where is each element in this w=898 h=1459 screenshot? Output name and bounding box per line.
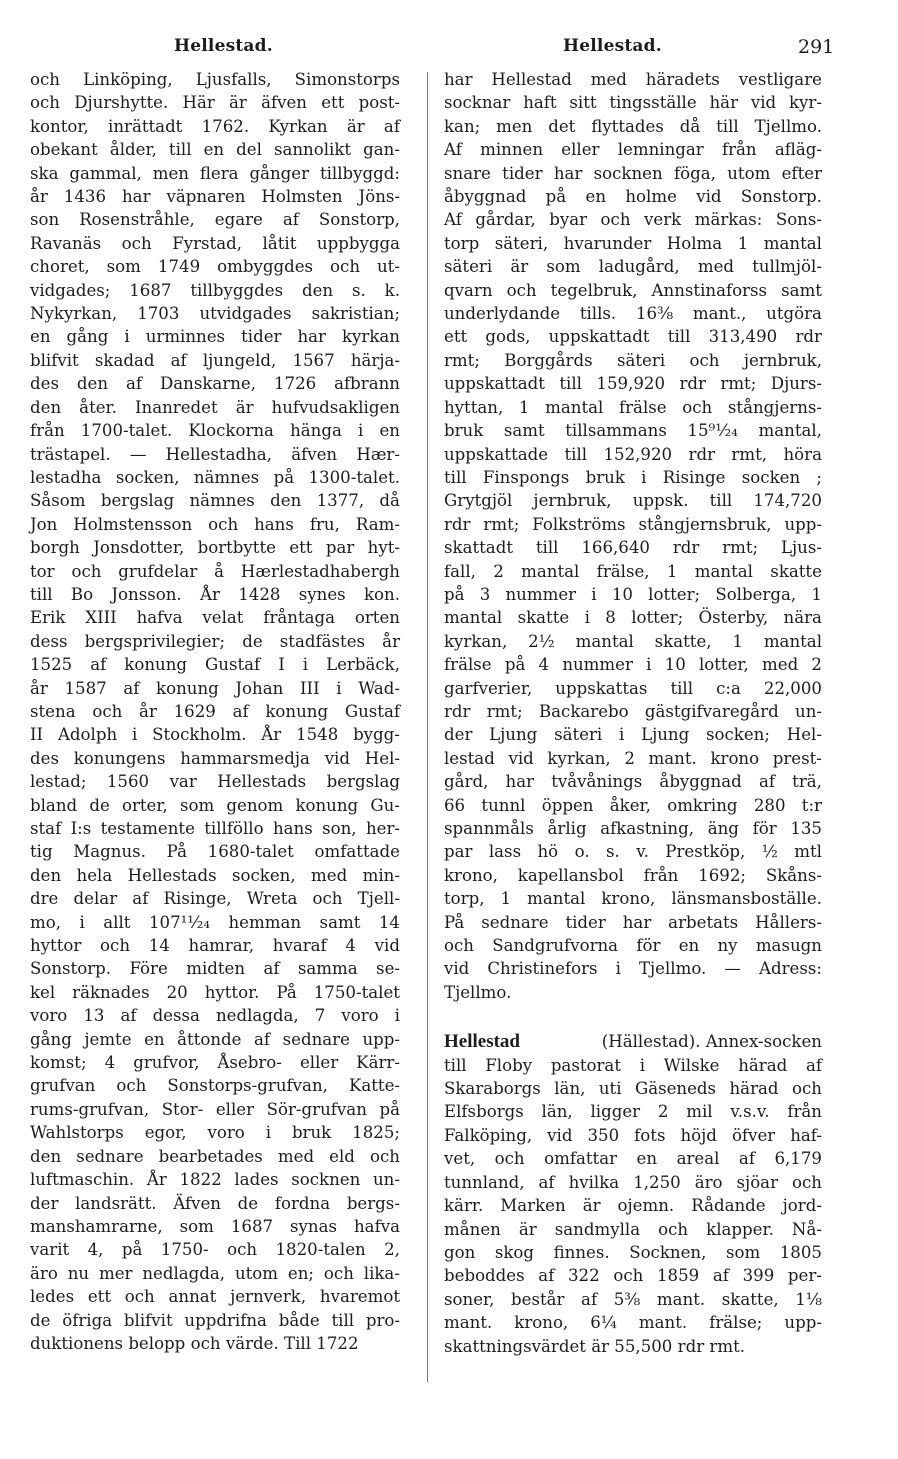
- text-line: varit 4, på 1750- och 1820-talen 2,: [30, 1240, 400, 1260]
- text-line: stena och år 1629 af konung Gustaf: [30, 701, 400, 721]
- text-line: skattningsvärdet är 55,500 rdr rmt.: [444, 1336, 746, 1356]
- text-line: åbyggnad på en holme vid Sonstorp.: [444, 187, 822, 207]
- text-line: blifvit skadad af ljungeld, 1567 härja-: [30, 350, 400, 370]
- text-line: mant. krono, 6¼ mant. frälse; upp-: [444, 1313, 822, 1333]
- text-line: mantal skatte i 8 lotter; Österby, nära: [444, 608, 822, 628]
- text-line: luftmaschin. År 1822 lades socknen un-: [30, 1170, 400, 1190]
- text-line: bruk samt tillsammans 15⁹¹⁄₂₄ mantal,: [444, 421, 822, 441]
- entry-first-line-text: (Hällestad). Annex-socken: [601, 1032, 822, 1052]
- text-line: kärr. Marken är ojemn. Rådande jord-: [444, 1196, 822, 1216]
- text-line: vid Christinefors i Tjellmo. — Adress:: [444, 959, 822, 979]
- text-line: Af minnen eller lemningar från afläg-: [444, 140, 822, 160]
- text-line: Elfsborgs län, ligger 2 mil v.s.v. från: [444, 1102, 822, 1122]
- text-line: par lass hö o. s. v. Prestköp, ½ mtl: [444, 842, 822, 862]
- text-line: voro 13 af dessa nedlagda, 7 voro i: [30, 1006, 400, 1026]
- text-line: tig Magnus. På 1680-talet omfattade: [30, 842, 400, 862]
- text-line: ett gods, uppskattadt till 313,490 rdr: [444, 327, 822, 347]
- text-line: till Floby pastorat i Wilske härad af: [444, 1055, 822, 1075]
- text-line: lestadha socken, nämnes på 1300-talet.: [30, 467, 400, 487]
- entry-hellestad-continued: [444, 68, 822, 1004]
- header-headword-right: Hellestad.: [563, 36, 662, 56]
- text-line: uppskattade till 152,920 rdr rmt, höra: [444, 444, 822, 464]
- header-headword-left: Hellestad.: [174, 36, 273, 56]
- text-line: har Hellestad med häradets vestligare: [444, 70, 822, 89]
- column-divider: [427, 72, 428, 1382]
- text-line: gon skog finnes. Socknen, som 1805: [444, 1242, 822, 1262]
- text-line: och Linköping, Ljusfalls, Simonstorps: [30, 70, 400, 89]
- text-line: rdr rmt; Folkströms stångjernsbruk, upp-: [444, 514, 822, 534]
- text-line: staf I:s testamente tillföllo hans son, her-: [30, 819, 400, 838]
- text-line: obekant ålder, till en del sannolikt gan-: [30, 140, 400, 160]
- text-line: skattadt till 166,640 rdr rmt; Ljus-: [444, 538, 822, 558]
- entry-gap: [444, 1004, 822, 1030]
- text-line: år 1436 har väpnaren Holmsten Jöns-: [30, 187, 400, 207]
- text-line: lestad vid kyrkan, 2 mant. krono prest-: [444, 748, 822, 768]
- text-line: 66 tunnl öppen åker, omkring 280 t:r: [444, 795, 822, 815]
- text-line: Nykyrkan, 1703 utvidgades sakristian;: [30, 304, 400, 324]
- text-line: II Adolph i Stockholm. År 1548 bygg-: [30, 725, 400, 745]
- text-line: snare tider har socknen föga, utom efter: [444, 163, 822, 183]
- text-line: komst; 4 grufvor, Åsebro- eller Kärr-: [30, 1053, 400, 1073]
- text-line: den hela Hellestads socken, med min-: [30, 865, 400, 885]
- text-line: dre delar af Risinge, Wreta och Tjell-: [30, 889, 400, 909]
- text-line: Jon Holmstensson och hans fru, Ram-: [30, 514, 400, 534]
- text-line: socknar haft sitt tingsställe här vid kyr-: [444, 93, 822, 113]
- text-line: en gång i urminnes tider har kyrkan: [30, 327, 400, 347]
- text-line: och Sandgrufvorna för en ny masugn: [444, 936, 822, 956]
- text-line: Ravanäs och Fyrstad, låtit uppbygga: [30, 233, 400, 253]
- entry-headword: Hellestad: [444, 1031, 520, 1053]
- text-line: kyrkan, 2½ mantal skatte, 1 mantal: [444, 631, 822, 651]
- page-number: 291: [798, 36, 835, 58]
- text-line: den sednare bearbetades med eld och: [30, 1146, 400, 1166]
- text-line: Af gårdar, byar och verk märkas: Sons-: [444, 210, 822, 230]
- text-line: des konungens hammarsmedja vid Hel-: [30, 748, 400, 768]
- text-line: de öfriga blifvit uppdrifna både till pro-: [30, 1310, 400, 1330]
- text-line: tunnland, af hvilka 1,250 äro sjöar och: [444, 1172, 822, 1192]
- text-line: till Bo Jonsson. År 1428 synes kon.: [30, 584, 400, 604]
- text-line: torp, 1 mantal krono, länsmansboställe.: [444, 889, 822, 909]
- text-line: gård, har tvåvånings åbyggnad af trä,: [444, 772, 822, 792]
- text-line: Sonstorp. Före midten af samma se-: [30, 959, 400, 979]
- text-line: tor och grufdelar å Hærlestadhabergh: [30, 561, 400, 581]
- text-line: från 1700-talet. Klockorna hänga i en: [30, 421, 400, 441]
- text-line: Skaraborgs län, uti Gäseneds härad och: [444, 1079, 822, 1099]
- text-line: borgh Jonsdotter, bortbytte ett par hyt-: [30, 538, 400, 558]
- text-line: hyttor och 14 hamrar, hvaraf 4 vid: [30, 936, 400, 956]
- text-line: fall, 2 mantal frälse, 1 mantal skatte: [444, 561, 822, 581]
- text-line: Erik XIII hafva velat fråntaga orten: [30, 608, 400, 628]
- text-line: Grytgjöl jernbruk, uppsk. till 174,720: [444, 491, 822, 511]
- text-line: gång jemte en åttonde af sednare upp-: [30, 1029, 400, 1049]
- text-line: På sednare tider har arbetats Hållers-: [444, 912, 822, 932]
- text-line: qvarn och tegelbruk, Annstinaforss samt: [444, 280, 822, 300]
- text-line: Tjellmo.: [444, 982, 512, 1002]
- text-line: bland de orter, som genom konung Gu-: [30, 795, 400, 815]
- text-line: år 1587 af konung Johan III i Wad-: [30, 678, 400, 698]
- text-line: der Ljung säteri i Ljung socken; Hel-: [444, 725, 822, 745]
- entry-first-line: [444, 1030, 822, 1053]
- text-line: Såsom bergslag nämnes den 1377, då: [30, 491, 400, 511]
- text-line: mo, i allt 107¹¹⁄₂₄ hemman samt 14: [30, 912, 400, 932]
- entry-hellestad-vastergotland: [444, 1030, 822, 1358]
- text-line: ledes ett och annat jernverk, hvaremot: [30, 1287, 400, 1307]
- text-line: kel räknades 20 hyttor. På 1750-talet: [30, 982, 400, 1002]
- text-line: vet, och omfattar en areal af 6,179: [444, 1149, 822, 1169]
- text-line: säteri är som ladugård, med tullmjöl-: [444, 257, 822, 277]
- text-line: beboddes af 322 och 1859 af 399 per-: [444, 1266, 822, 1286]
- text-line: kan; men det flyttades då till Tjellmo.: [444, 116, 822, 136]
- text-line: trästapel. — Hellestadha, äfven Hær-: [30, 444, 400, 464]
- text-line: kontor, inrättadt 1762. Kyrkan är af: [30, 116, 400, 136]
- text-line: manshamrarne, som 1687 synas hafva: [30, 1216, 400, 1236]
- text-line: äro nu mer nedlagda, utom en; och lika-: [30, 1263, 400, 1283]
- text-line: der landsrätt. Äfven de fordna bergs-: [30, 1193, 400, 1213]
- text-line: son Rosenstråhle, egare af Sonstorp,: [30, 210, 400, 230]
- text-line: månen är sandmylla och klapper. Nå-: [444, 1219, 822, 1239]
- running-header: [0, 36, 898, 60]
- text-line: garfverier, uppskattas till c:a 22,000: [444, 678, 822, 698]
- text-line: choret, som 1749 ombyggdes och ut-: [30, 257, 400, 277]
- text-line: till Finspongs bruk i Risinge socken ;: [444, 467, 822, 487]
- text-line: duktionens belopp och värde. Till 1722: [30, 1333, 359, 1353]
- text-line: vidgades; 1687 tillbyggdes den s. k.: [30, 280, 400, 300]
- text-line: och Djurshytte. Här är äfven ett post-: [30, 93, 400, 113]
- text-line: krono, kapellansbol från 1692; Skåns-: [444, 865, 822, 885]
- text-line: den åter. Inanredet är hufvudsakligen: [30, 397, 400, 417]
- text-line: dess bergsprivilegier; de stadfästes år: [30, 631, 400, 651]
- text-line: på 3 nummer i 10 lotter; Solberga, 1: [444, 584, 822, 604]
- text-line: Falköping, vid 350 fots höjd öfver haf-: [444, 1125, 822, 1145]
- text-line: rmt; Borggårds säteri och jernbruk,: [444, 350, 822, 370]
- text-line: ska gammal, men flera gånger tillbyggd:: [30, 163, 400, 183]
- text-line: uppskattadt till 159,920 rdr rmt; Djurs-: [444, 374, 822, 394]
- text-line: soner, består af 5³⁄₈ mant. skatte, 1⅛: [444, 1289, 822, 1309]
- text-line: grufvan och Sonstorps-grufvan, Katte-: [30, 1076, 400, 1096]
- left-column: [30, 68, 400, 1355]
- text-line: Wahlstorps egor, voro i bruk 1825;: [30, 1123, 400, 1143]
- text-line: rdr rmt; Backarebo gästgifvaregård un-: [444, 701, 822, 721]
- text-line: torp säteri, hvarunder Holma 1 mantal: [444, 233, 822, 253]
- text-line: hyttan, 1 mantal frälse och stångjerns-: [444, 397, 822, 417]
- text-line: des den af Danskarne, 1726 afbrann: [30, 374, 400, 394]
- text-line: underlydande tills. 16³⁄₈ mant., utgöra: [444, 304, 822, 324]
- text-line: lestad; 1560 var Hellestads bergslag: [30, 772, 400, 792]
- text-line: 1525 af konung Gustaf I i Lerbäck,: [30, 655, 400, 675]
- text-line: frälse på 4 nummer i 10 lotter, med 2: [444, 655, 822, 675]
- right-column: [444, 68, 822, 1358]
- text-line: rums-grufvan, Stor- eller Sör-grufvan på: [30, 1099, 400, 1119]
- text-line: spannmåls årlig afkastning, äng för 135: [444, 819, 822, 838]
